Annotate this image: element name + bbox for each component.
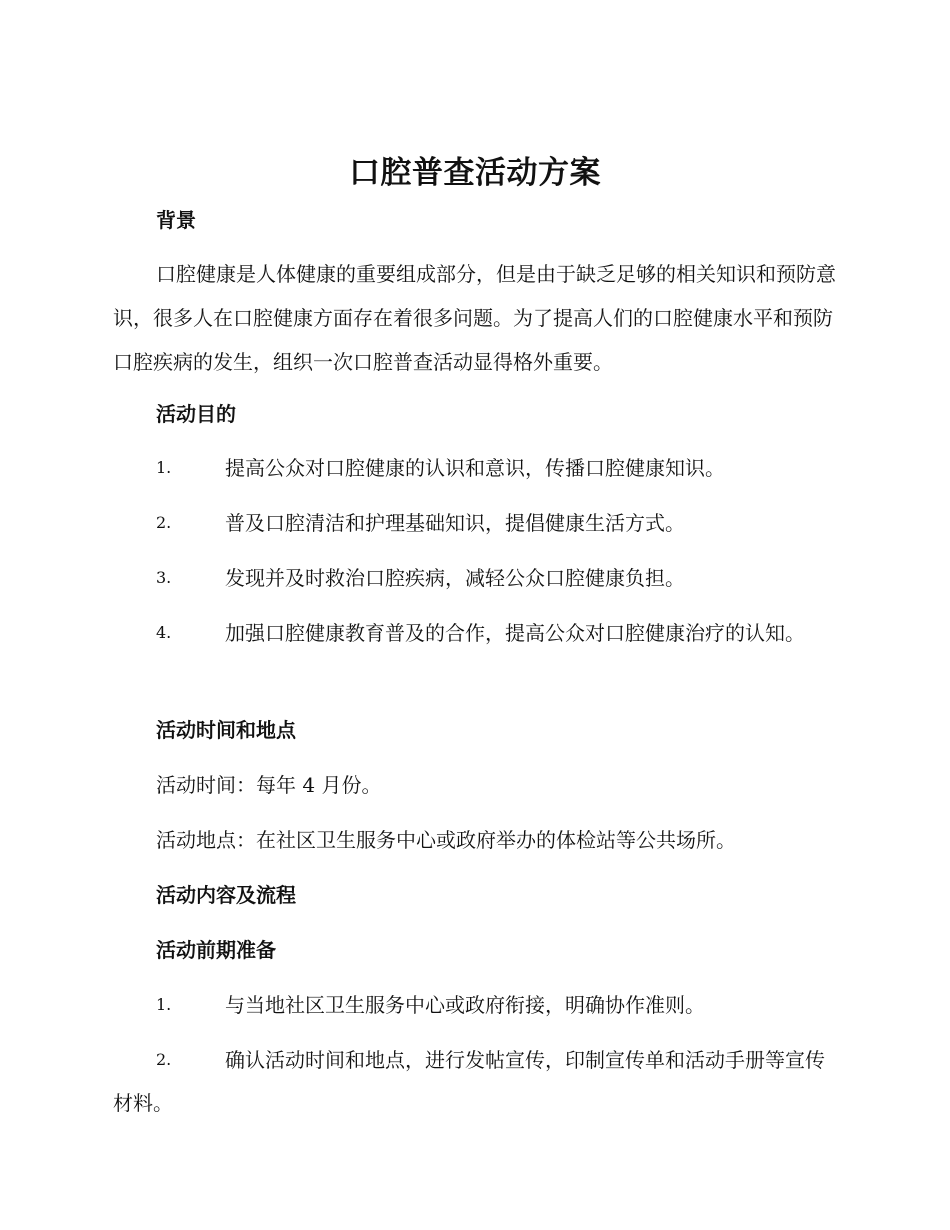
background-paragraph: 口腔健康是人体健康的重要组成部分，但是由于缺乏足够的相关知识和预防意识，很多人在口腔健康方面存在着很多问题。为了提高人们的口腔健康水平和预防口腔疾病的发生，组织一次口腔普查活动显得格外重要。 xyxy=(113,262,836,374)
list-item-text: 发现并及时救治口腔疾病，减轻公众口腔健康负担。 xyxy=(225,566,685,590)
activity-time: 活动时间：每年 4 月份。 xyxy=(156,773,382,797)
list-number: 1. xyxy=(156,995,172,1014)
list-item-text: 确认活动时间和地点，进行发帖宣传，印制宣传单和活动手册等宣传材料。 xyxy=(113,1048,825,1115)
document-title: 口腔普查活动方案 xyxy=(349,155,601,191)
list-number: 1. xyxy=(156,458,172,477)
list-number: 3. xyxy=(156,568,172,587)
section-heading-purpose: 活动目的 xyxy=(156,402,236,426)
list-item-text: 提高公众对口腔健康的认识和意识，传播口腔健康知识。 xyxy=(225,456,725,480)
section-heading-preparation: 活动前期准备 xyxy=(156,938,276,962)
section-heading-content: 活动内容及流程 xyxy=(156,883,296,907)
section-heading-background: 背景 xyxy=(156,208,196,232)
list-number: 2. xyxy=(156,513,172,532)
purpose-item-4 xyxy=(113,618,837,655)
list-item-text: 普及口腔清洁和护理基础知识，提倡健康生活方式。 xyxy=(225,511,685,535)
activity-place: 活动地点：在社区卫生服务中心或政府举办的体检站等公共场所。 xyxy=(156,828,736,852)
list-number: 4. xyxy=(156,623,172,642)
preparation-item-2 xyxy=(113,1045,837,1125)
purpose-item-2 xyxy=(113,508,837,545)
purpose-item-3 xyxy=(113,563,837,600)
list-item-text: 与当地社区卫生服务中心或政府衔接，明确协作准则。 xyxy=(225,993,705,1017)
preparation-item-1 xyxy=(113,990,837,1027)
list-number: 2. xyxy=(156,1050,172,1069)
list-item-text: 加强口腔健康教育普及的合作，提高公众对口腔健康治疗的认知。 xyxy=(225,621,805,645)
section-heading-time-place: 活动时间和地点 xyxy=(156,718,296,742)
purpose-item-1 xyxy=(113,453,837,490)
